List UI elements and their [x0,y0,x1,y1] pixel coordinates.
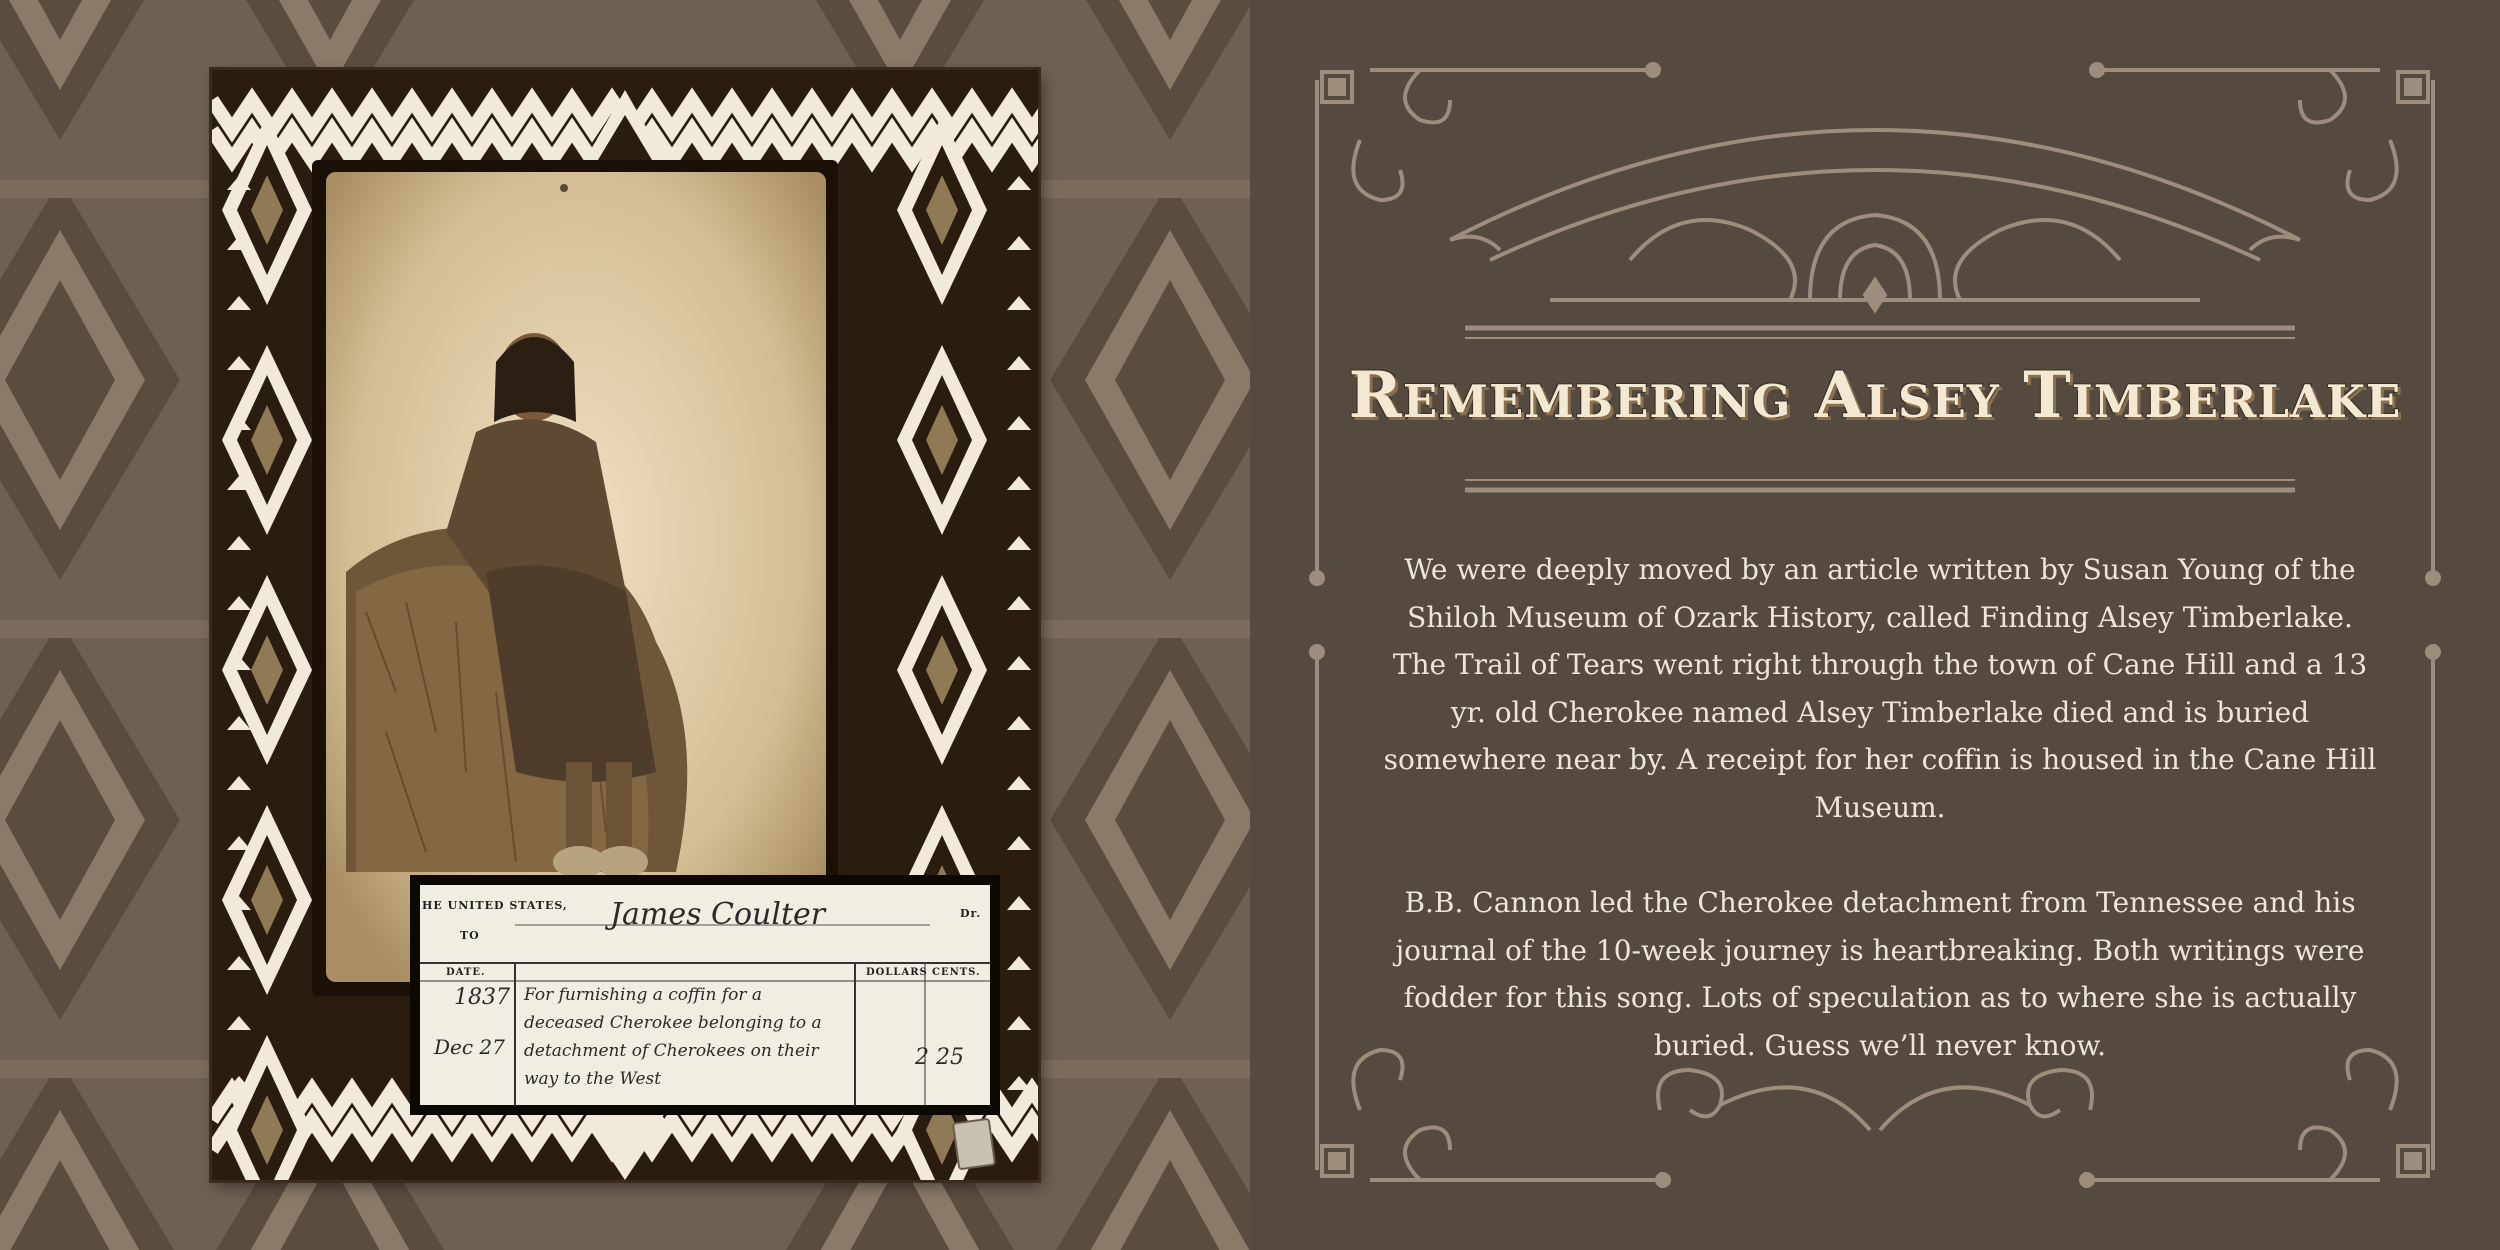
right-panel [1250,0,2500,1250]
paragraph-1: We were deeply moved by an article written by Susan Young of the Shiloh Museum of Ozark History, called Finding Alsey Timberlake. The Trail of Tears went right through the town of Cane Hill and a 13 yr. old Cherokee named Alsey Timberlake died and is buried somewhere near by. A receipt for her coffin is housed in the Cane Hill Museum. [1383,553,2377,824]
receipt-line-4: way to the West [524,1069,662,1089]
receipt-to-label: TO [460,929,480,942]
receipt-col-cents: CENTS. [932,967,981,978]
receipt-line-1: For furnishing a coffin for a [524,985,763,1005]
portrait-photo [326,172,826,982]
receipt-col-date: DATE. [446,967,486,978]
receipt-col-dollars: DOLLARS [866,967,928,978]
receipt-date: Dec 27 [434,1035,505,1059]
receipt-amount: 2 25 [915,1045,964,1070]
receipt-line-2: deceased Cherokee belonging to a [524,1013,822,1033]
receipt-payee: James Coulter [610,897,826,932]
receipt-year: 1837 [454,985,510,1010]
museum-stamp-icon [952,1118,996,1171]
story-text [1380,546,2380,1117]
paragraph-2: B.B. Cannon led the Cherokee detachment from Tennessee and his journal of the 10-week journey is heartbreaking. Both writings were fodder for this song. Lots of speculation as to where she is actually buried. Guess we’ll never know. [1395,886,2365,1062]
receipt-header: HE UNITED STATES, [422,899,568,912]
coffin-receipt [420,885,990,1105]
receipt-dr: Dr. [960,907,982,920]
page-title: Remembering Alsey Timberlake [1348,358,2402,433]
receipt-line-3: detachment of Cherokees on their [524,1041,819,1061]
